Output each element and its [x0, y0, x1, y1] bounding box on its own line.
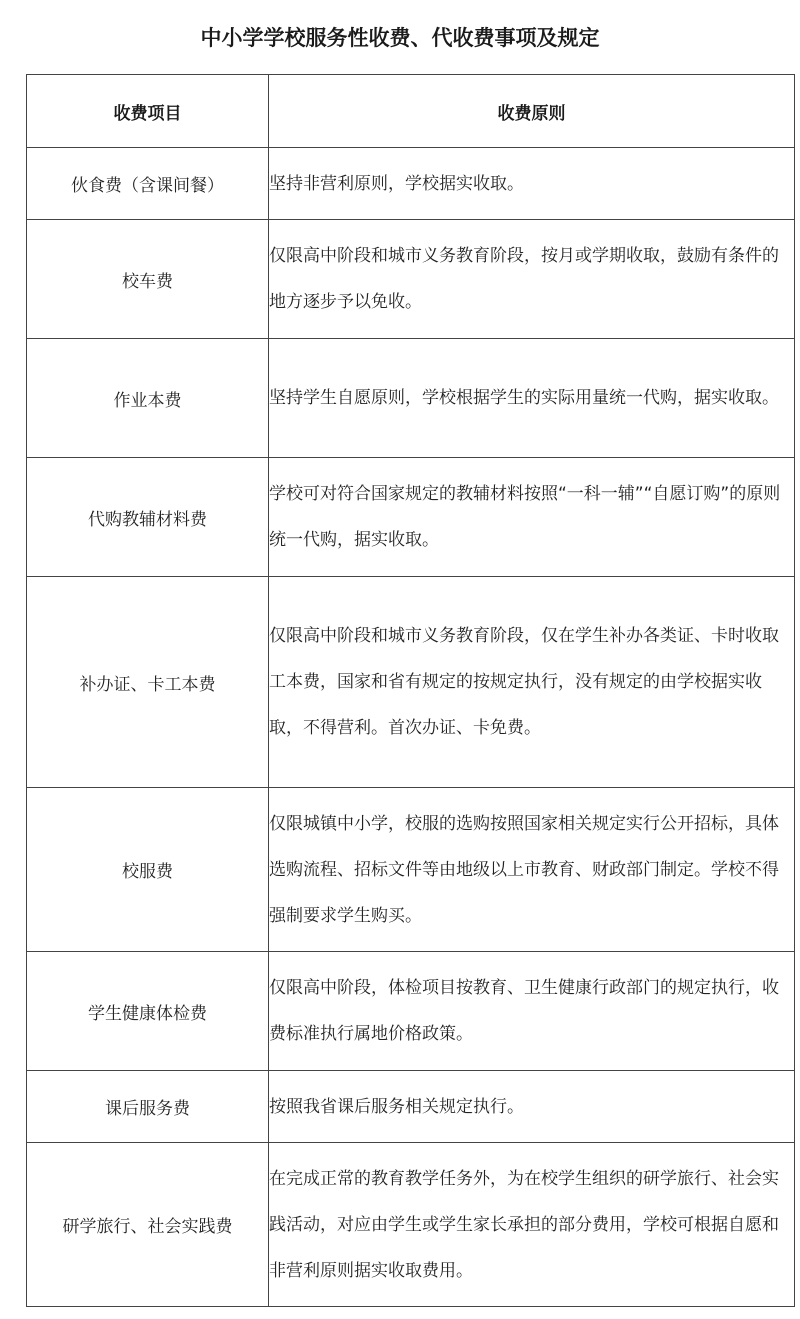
fee-principle: 仅限高中阶段和城市义务教育阶段，仅在学生补办各类证、卡时收取工本费，国家和省有规定的按规定执行，没有规定的由学校据实收取，不得营利。首次办证、卡免费。	[269, 577, 795, 788]
fee-principle: 在完成正常的教育教学任务外，为在校学生组织的研学旅行、社会实践活动，对应由学生或学生家长承担的部分费用，学校可根据自愿和非营利原则据实收取费用。	[269, 1143, 795, 1307]
fee-principle: 坚持非营利原则，学校据实收取。	[269, 148, 795, 220]
table-row	[27, 220, 795, 339]
fee-table	[26, 74, 795, 1307]
table-row	[27, 952, 795, 1071]
fee-item: 校服费	[27, 788, 269, 952]
fee-item: 补办证、卡工本费	[27, 577, 269, 788]
fee-principle: 学校可对符合国家规定的教辅材料按照“一科一辅”“自愿订购”的原则统一代购，据实收取。	[269, 458, 795, 577]
fee-principle: 仅限城镇中小学，校服的选购按照国家相关规定实行公开招标，具体选购流程、招标文件等由地级以上市教育、财政部门制定。学校不得强制要求学生购买。	[269, 788, 795, 952]
fee-item: 课后服务费	[27, 1071, 269, 1143]
fee-item: 校车费	[27, 220, 269, 339]
fee-item: 代购教辅材料费	[27, 458, 269, 577]
table-row	[27, 788, 795, 952]
fee-principle: 仅限高中阶段和城市义务教育阶段，按月或学期收取，鼓励有条件的地方逐步予以免收。	[269, 220, 795, 339]
table-header-row	[27, 75, 795, 148]
column-header-principle: 收费原则	[269, 75, 795, 148]
table-row	[27, 339, 795, 458]
table-row	[27, 148, 795, 220]
page-title: 中小学学校服务性收费、代收费事项及规定	[200, 26, 600, 50]
column-header-item: 收费项目	[27, 75, 269, 148]
table-row	[27, 458, 795, 577]
fee-principle: 坚持学生自愿原则，学校根据学生的实际用量统一代购，据实收取。	[269, 339, 795, 458]
fee-item: 学生健康体检费	[27, 952, 269, 1071]
table-row	[27, 1143, 795, 1307]
fee-principle: 仅限高中阶段，体检项目按教育、卫生健康行政部门的规定执行，收费标准执行属地价格政策。	[269, 952, 795, 1071]
table-row	[27, 577, 795, 788]
fee-item: 研学旅行、社会实践费	[27, 1143, 269, 1307]
table-row	[27, 1071, 795, 1143]
fee-item: 伙食费（含课间餐）	[27, 148, 269, 220]
fee-principle: 按照我省课后服务相关规定执行。	[269, 1071, 795, 1143]
fee-item: 作业本费	[27, 339, 269, 458]
